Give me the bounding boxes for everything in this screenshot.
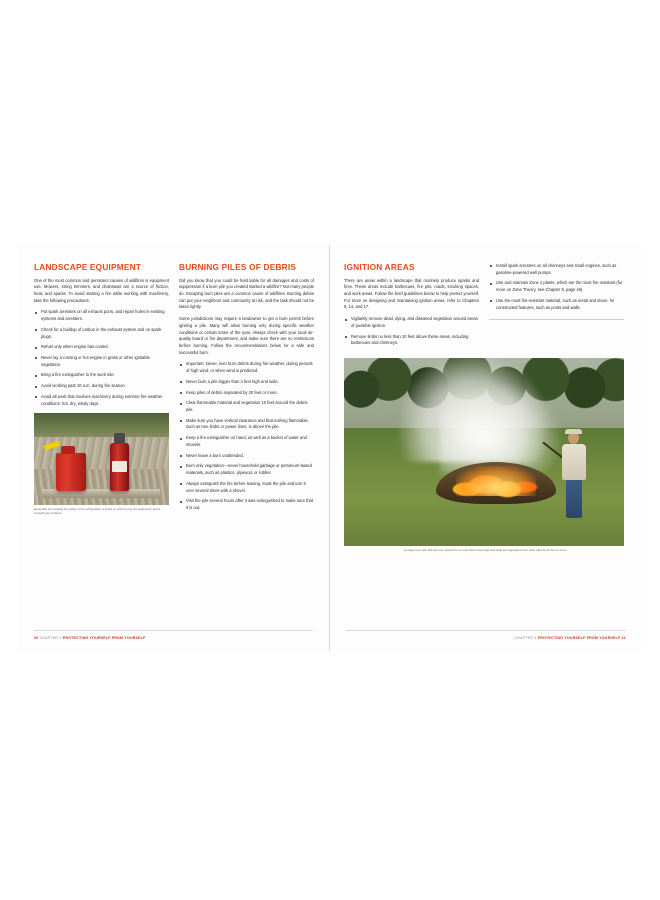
photo-burn-pile (344, 358, 626, 552)
heading-ignition-areas: IGNITION AREAS (344, 262, 415, 272)
paragraph-burning-intro: Did you know that you could be held liable for all damages and costs of suppression if a burn pile you created started a wildfire? Not many people do. Escaping burn piles are a common cause of wildfires. Burning debris can put your neighbors and community at risk, and the task should not be taken lightly. (179, 277, 314, 310)
paragraph-burning-intro-2: Some jurisdictions may require a landowner to get a burn permit before igniting a pile. Many will allow burning only during specific weather conditions or certain times of the year. Always check with your local air-quality board or fire department, and make sure there are no restrictions before burning. Follow the recommendations below for a safe and successful burn. (179, 316, 314, 355)
folio-page-number: 20 (34, 636, 39, 640)
photo-image-gas-can-extinguisher (34, 413, 169, 505)
paragraph-landscape-intro: One of the most common and persistent causes of wildfires is equipment use. Mowers, string trimmers, and chainsaws are a source of friction, heat, and sparks. To avoid starting a fire while working with machinery, take the following precautions: (34, 277, 169, 303)
heading-burning-piles-of-debris: BURNING PILES OF DEBRIS (179, 262, 297, 272)
column-divider (489, 319, 624, 320)
list-item: Put spark arresters on all exhaust ports, and repair holes in existing systems and arresters. (34, 309, 169, 322)
photo-person-legs (566, 476, 582, 518)
right-page (330, 245, 642, 651)
list-item: Avoid all work that involves machinery during extreme fire weather conditions: hot, dry, windy days. (34, 394, 169, 407)
list-item: Refuel only when engine has cooled. (34, 344, 169, 351)
list-item: Check for a buildup of carbon in the exhaust system and on spark plugs. (34, 327, 169, 340)
list-burning-piles (179, 361, 314, 511)
photo-person-hat (565, 429, 582, 434)
list-item: Burn only vegetation—never household garbage or petroleum-based materials, such as plastics, plywood, or rubber. (179, 463, 314, 476)
list-item: Clear flammable material and vegetation 10 feet around the debris pile. (179, 400, 314, 413)
column-ignition-areas (344, 263, 479, 352)
column-burning-piles (179, 263, 314, 517)
list-item: Always extinguish the fire before leaving. Soak the pile and turn it over several times with a shovel. (179, 481, 314, 494)
folio-title: PROTECTING YOURSELF FROM YOURSELF (62, 636, 146, 640)
folio-chapter: CHAPTER 3 (39, 636, 62, 640)
list-item: Make sure you have vertical clearance and that nothing flammable, such as tree limbs or power lines, is above the pile. (179, 418, 314, 431)
list-landscape-equipment (34, 309, 169, 407)
list-item: Never leave a burn unattended. (179, 453, 314, 460)
list-item: Never burn a pile bigger than 4 feet high and wide. (179, 379, 314, 386)
list-item: Vigilantly remove dead, dying, and diseased vegetation around areas of possible ignition. (344, 316, 479, 329)
list-item: Avoid working past 10 a.m. during fire season. (34, 383, 169, 390)
paragraph-ignition-intro: There are areas within a landscape that routinely produce sparks and fires. These areas include barbecues, fire pits, roads, smoking spaces, and work areas. Follow the brief guidelines below to help protect yourself. For more on designing and maintaining ignition areas, refer to Chapters 9, 14, and 17. (344, 277, 479, 310)
list-item: Install spark arresters on all chimneys and small engines, such as gasoline-powered well pumps. (489, 263, 624, 276)
list-item: Never lay a running or hot engine in grass or other ignitable vegetation. (34, 355, 169, 368)
column-ignition-areas-continued (489, 263, 624, 352)
list-item: Keep a fire extinguisher on hand, as well as a bucket of water and shovels. (179, 435, 314, 448)
left-page-columns (34, 263, 315, 517)
photo-image-burn-pile (344, 358, 624, 546)
photo-caption-left: Essentials for ensuring fire safety: a fire extinguisher, a board on which to lay hot equipment, and a nonspill gas container (34, 506, 161, 515)
list-item: Use and maintain Zone 1 plants, which are the most fire resistant (for more on Zone Theory, see Chapter 9, page 46). (489, 280, 624, 293)
list-item: Important: Never, ever burn debris during fire weather, during periods of high wind, or when wind is predicted. (179, 361, 314, 374)
list-item: Bring a fire extinguisher to the work site. (34, 372, 169, 379)
fire-extinguisher-valve-icon (114, 433, 125, 444)
right-page-columns (344, 263, 626, 352)
folio-title: PROTECTING YOURSELF FROM YOURSELF (537, 636, 621, 640)
list-ignition-areas (344, 316, 479, 347)
gas-can-icon (56, 453, 86, 491)
footer-rule-right (346, 630, 626, 631)
folio-page-number: 21 (621, 636, 626, 640)
column-landscape-equipment (34, 263, 169, 517)
photo-grass-band (34, 413, 169, 439)
list-item: Use the most fire-resistant material, such as metal and stone, for constructed features, such as posts and walls. (489, 298, 624, 311)
list-item: Visit the pile several hours after it was extinguished to make sure that it is out. (179, 498, 314, 511)
photo-flames-glow (456, 466, 536, 496)
list-item: Remove limbs no less than 10 feet above these areas, including barbecues and chimneys. (344, 334, 479, 347)
heading-landscape-equipment: LANDSCAPE EQUIPMENT (34, 262, 142, 272)
folio-right (514, 636, 626, 640)
photo-gravel-band-lower (34, 469, 169, 505)
list-item: Keep piles of debris separated by 20 feet or more. (179, 390, 314, 397)
footer-rule-left (34, 630, 313, 631)
fire-extinguisher-label (112, 461, 127, 472)
list-ignition-areas-continued (489, 263, 624, 311)
folio-left (34, 636, 146, 640)
left-page (18, 245, 330, 651)
book-spread (18, 245, 642, 651)
folio-chapter: CHAPTER 3 (514, 636, 537, 640)
photo-caption-right: A proper burn pile, like this one, should be no more than 4 feet high and wide and separated from other piles by 20 feet or more (403, 547, 567, 552)
photo-person-torso (562, 444, 586, 480)
photo-fire-safety-essentials (34, 413, 169, 515)
